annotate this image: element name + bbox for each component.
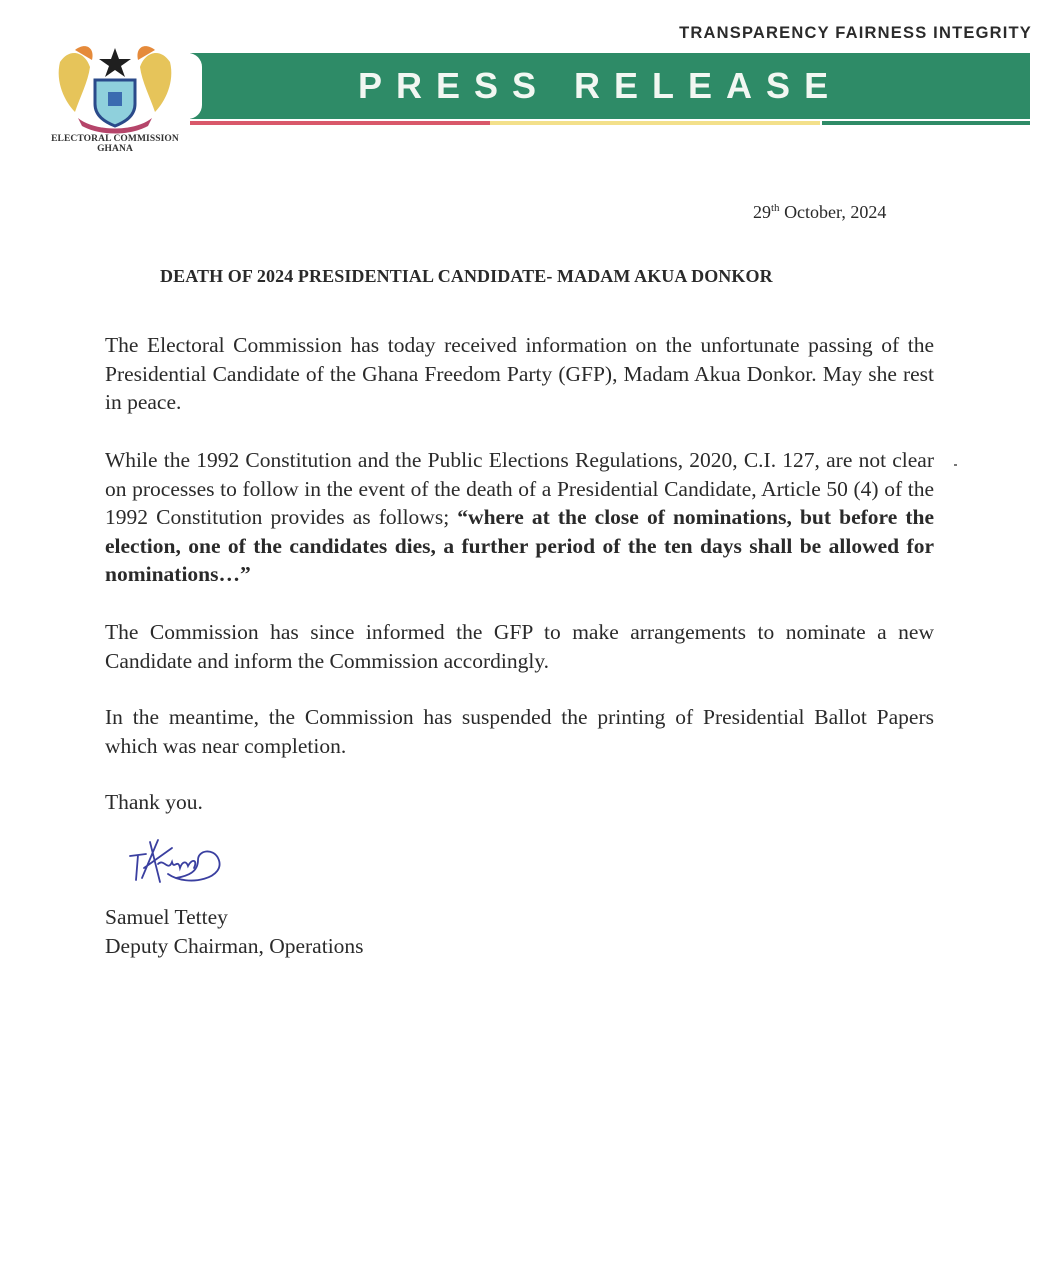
coat-of-arms-icon: [50, 42, 180, 134]
date-rest: October, 2024: [779, 202, 887, 222]
red-stripe: [190, 121, 490, 125]
closing: Thank you.: [105, 790, 203, 814]
organization-line2: GHANA: [97, 144, 133, 154]
signatory-name: Samuel Tettey: [105, 905, 228, 929]
paragraph-4: In the meantime, the Commission has suspended the printing of Presidential Ballot Papers which was near completion.: [105, 705, 934, 758]
paragraph-3: The Commission has since informed the GFP to make arrangements to nominate a new Candidate and inform the Commission accordingly.: [105, 620, 934, 673]
constitution-quote: “where at the close of nominations, but before the election, one of the candidates dies, a further period of the ten days shall be allowed for nominations…”: [105, 505, 935, 586]
organization-name: [40, 134, 190, 154]
press-release-banner: [190, 53, 1030, 119]
organization-line1: ELECTORAL COMMISSION: [51, 134, 179, 144]
date-day: 29: [753, 202, 771, 222]
signatory: [105, 903, 364, 961]
tagline: TRANSPARENCY FAIRNESS INTEGRITY: [679, 24, 1032, 42]
signature: [128, 838, 228, 899]
electoral-commission-logo: [40, 42, 190, 154]
paragraph-2-text: While the 1992 Constitution and the Public Elections Regulations, 2020, C.I. 127, are not clear on processes to follow in the event of the death of a Presidential Candidate, Article 50 (4) of the 1992 Constitution provides as follows;: [105, 448, 934, 529]
stray-mark: [954, 464, 957, 466]
paragraph-1: The Electoral Commission has today received information on the unfortunate passing of the Presidential Candidate of the Ghana Freedom Party (GFP), Madam Akua Donkor. May she rest in peace.: [105, 333, 934, 414]
document-date: [753, 202, 886, 223]
document-title: DEATH OF 2024 PRESIDENTIAL CANDIDATE- MADAM AKUA DONKOR: [160, 266, 773, 286]
banner-title: PRESS RELEASE: [358, 65, 843, 106]
green-stripe: [822, 121, 1030, 125]
signatory-title: Deputy Chairman, Operations: [105, 934, 364, 958]
date-suffix: th: [771, 202, 780, 214]
paragraph-2: [105, 446, 934, 589]
signature-icon: [128, 838, 228, 894]
yellow-stripe: [490, 121, 820, 125]
